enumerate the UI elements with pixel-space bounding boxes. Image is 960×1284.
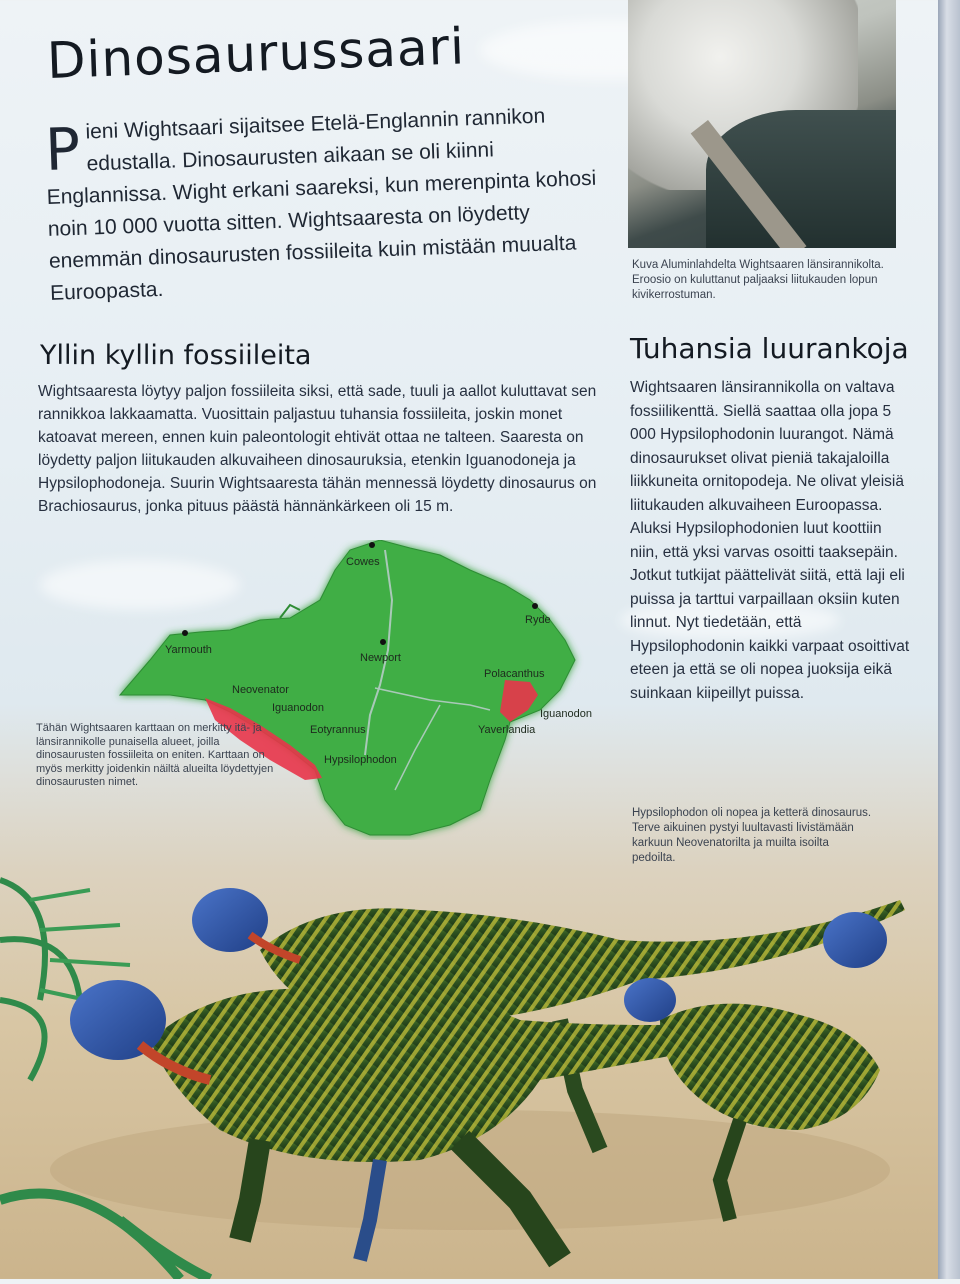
town-label-ryde: Ryde bbox=[525, 614, 551, 626]
town-label-cowes: Cowes bbox=[346, 556, 380, 568]
hypsilophodon-herd-illustration bbox=[0, 840, 945, 1279]
drop-cap: P bbox=[43, 114, 82, 184]
section-title-skeletons: Tuhansia luurankoja bbox=[630, 332, 909, 365]
dino-label-yaverlandia: Yaverlandia bbox=[478, 724, 536, 736]
fossil-area-east bbox=[500, 680, 538, 722]
dino-label-iguanodon-west: Iguanodon bbox=[272, 702, 324, 714]
town-dot-newport bbox=[380, 639, 386, 645]
page-title: Dinosaurussaari bbox=[46, 17, 466, 90]
dino-label-neovenator: Neovenator bbox=[232, 684, 289, 696]
cliff-photo bbox=[628, 0, 896, 248]
town-label-newport: Newport bbox=[360, 652, 401, 664]
map-shape bbox=[110, 540, 620, 840]
dino-label-eotyrannus: Eotyrannus bbox=[310, 724, 366, 736]
fern bbox=[0, 880, 81, 1080]
section-body-fossils: Wightsaaresta löytyy paljon fossiileita siksi, että sade, tuuli ja aallot kuluttavat sen rannikkoa lakkaamatta. Vuosittain paljastuu tuhansia fossiileita, joskin monet katoavat mereen, ennen kuin paleontologit ehtivät ottaa ne talteen. Saaresta on löydetty paljon liitukauden alkuvaiheen dinosauruksia, etenkin Iguanodoneja ja Hypsilophodoneja. Suurin Wightsaaresta tähän mennessä löydetty dinosaurus on Brachiosaurus, jonka pituus päästä hännänkärkeen oli 15 m. bbox=[38, 383, 597, 515]
dino-label-iguanodon-east: Iguanodon bbox=[540, 708, 592, 720]
map-caption: Tähän Wightsaaren karttaan on merkitty itä- ja länsirannikolle punaisella alueet, joilla dinosaurusten fossiileita on eniten. Karttaan on myös merkitty joidenkin näiltä alueilta löydettyjen dinosaurusten nimet. bbox=[36, 722, 274, 788]
isle-of-wight-map bbox=[110, 540, 620, 840]
town-dot-cowes bbox=[369, 542, 375, 548]
photo-caption: Kuva Aluminlahdelta Wightsaaren länsirannikolta. Eroosio on kuluttanut paljaaksi liitukauden lopun kivikerrostuman. bbox=[632, 259, 884, 301]
dino-label-hypsilophodon: Hypsilophodon bbox=[324, 754, 397, 766]
intro-paragraph bbox=[44, 98, 610, 309]
town-label-yarmouth: Yarmouth bbox=[165, 644, 212, 656]
section-body-skeletons: Wightsaaren länsirannikolla on valtava fossiilikenttä. Siellä saattaa olla jopa 5 000 Hypsilophodonin luurangot. Nämä dinosaurukset olivat pieniä takajaloilla liikkuneita ornitopodeja. Ne olivat yleisiä liitukauden alkuvaiheen Euroopassa. Aluksi Hypsilophodonien luut koottiin niin, että yksi varvas osoitti taaksepäin. Jotkut tutkijat päättelivät siitä, että laji eli puissa ja tarttui varpaillaan oksiin kuten linnut. Nyt tiedetään, että Hypsilophodonin kaikki varpaat osoittivat eteen ja että se oli nopea juoksija eikä suinkaan kiipeillyt puissa. bbox=[630, 379, 910, 702]
dino-label-polacanthus: Polacanthus bbox=[484, 668, 545, 680]
page-edge bbox=[938, 0, 960, 1279]
illustration-art bbox=[0, 840, 945, 1279]
town-dot-ryde bbox=[532, 603, 538, 609]
dino-caption: Hypsilophodon oli nopea ja ketterä dinosaurus. Terve aikuinen pystyi luultavasti livistämään karkuun Neovenatorilta ja muilta isoilta pedoilta. bbox=[632, 807, 872, 864]
section-title-fossils: Yllin kyllin fossiileita bbox=[40, 340, 312, 371]
town-dot-yarmouth bbox=[182, 630, 188, 636]
intro-text: ieni Wightsaari sijaitsee Etelä-Englannin rannikon edustalla. Dinosaurusten aikaan se oli kiinni Englannissa. Wight erkani saareksi, kun merenpinta kohosi noin 10 000 vuotta sitten. Wightsaaresta on löydetty enemmän dinosaurusten fossiileita kuin mistään muualta Euroopasta. bbox=[46, 104, 597, 305]
